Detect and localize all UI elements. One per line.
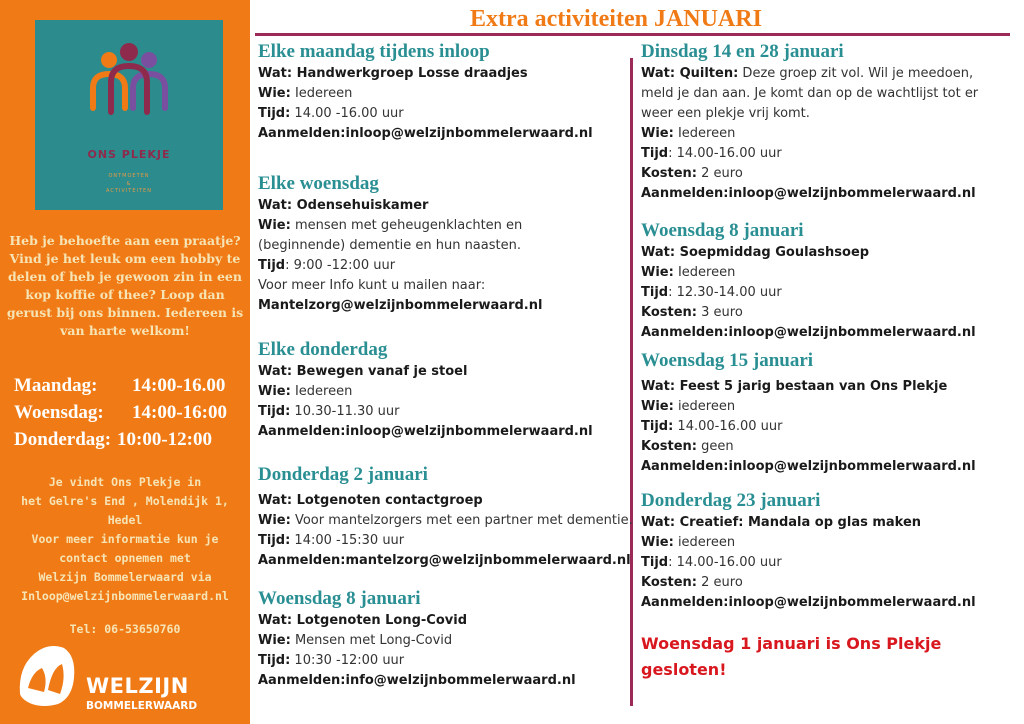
opening-hours (14, 372, 227, 453)
activity-line: Wie: Iedereen (258, 86, 353, 101)
telephone: Tel: 06-53650760 (69, 622, 181, 636)
activity-heading: Elke maandag tijdens inloop (258, 41, 490, 62)
activity-line: Wat: Odensehuiskamer (258, 198, 429, 213)
activity-signup: Mantelzorg@welzijnbommelerwaard.nl (258, 298, 543, 313)
contact-line: Voor meer informatie kun je (31, 532, 219, 546)
activity-signup: Aanmelden:inloop@welzijnbommelerwaard.nl (258, 424, 593, 439)
activity-line: Wie: Iedereen (641, 265, 736, 280)
activity-heading: Elke donderdag (258, 339, 388, 360)
activity-line: Wie: mensen met geheugenklachten en (258, 218, 523, 233)
hours-row (14, 426, 227, 453)
hours-row (14, 372, 227, 399)
logo-brand: ONS PLEKJE (87, 148, 171, 161)
hours-day: Donderdag: (14, 429, 112, 450)
activity-line: Tijd: 14.00-16.00 uur (641, 146, 782, 161)
activity-line: Wie: Mensen met Long-Covid (258, 633, 453, 648)
contact-line: contact opnemen met (59, 551, 191, 565)
contact-line: het Gelre's End , Molendijk 1, (21, 494, 229, 508)
column-divider (630, 58, 633, 706)
org-name: WELZIJN (86, 674, 189, 698)
hours-day: Maandag: (14, 375, 98, 396)
activity-line: Kosten: 2 euro (641, 575, 743, 590)
activity-block (641, 219, 976, 343)
sidebar (0, 0, 250, 724)
hours-day: Woensdag: (14, 402, 104, 423)
activity-line: Tijd: 14:00 -15:30 uur (258, 533, 405, 548)
activity-line: Wat: Handwerkgroep Losse draadjes (258, 66, 528, 81)
activity-signup: Aanmelden:mantelzorg@welzijnbommelerwaard.nl (258, 553, 631, 568)
welzijn-logo-icon (14, 638, 78, 710)
contact-line: Welzijn Bommelerwaard via (38, 570, 212, 584)
activity-line: Wie: Iedereen (258, 384, 353, 399)
activity-line: Tijd: 12.30-14.00 uur (641, 285, 782, 300)
activity-heading: Elke woensdag (258, 173, 379, 194)
activity-heading: Dinsdag 14 en 28 januari (641, 41, 844, 62)
closed-notice (641, 631, 941, 683)
activity-line: Voor meer Info kunt u mailen naar: (258, 278, 486, 293)
ons-plekje-logo (35, 20, 223, 210)
activity-signup: Aanmelden:inloop@welzijnbommelerwaard.nl (641, 595, 976, 610)
activity-line: Wat: Feest 5 jarig bestaan van Ons Plekje (641, 379, 948, 394)
page-title: Extra activiteiten JANUARI (470, 6, 762, 32)
activity-signup: Aanmelden:info@welzijnbommelerwaard.nl (258, 673, 576, 688)
activity-line: Kosten: 3 euro (641, 305, 743, 320)
activity-heading: Woensdag 8 januari (258, 588, 421, 609)
activity-line: Wat: Soepmiddag Goulashsoep (641, 245, 870, 260)
activity-line: Wat: Creatief: Mandala op glas maken (641, 515, 922, 530)
activity-line: Tijd: 9:00 -12:00 uur (258, 258, 396, 273)
activity-line: Tijd: 14.00-16.00 uur (641, 419, 783, 434)
contact-info (2, 473, 248, 606)
activity-heading: Donderdag 23 januari (641, 490, 821, 511)
hours-time: 10:00-12:00 (117, 429, 212, 450)
contact-email: Inloop@welzijnbommelerwaard.nl (21, 589, 229, 603)
activity-signup: Aanmelden:inloop@welzijnbommelerwaard.nl (641, 459, 976, 474)
logo-tagline-1: ONTMOETEN (108, 173, 150, 179)
activity-line: meld je dan aan. Je komt dan op de wachtlijst tot er (641, 86, 979, 101)
activity-line: Wat: Bewegen vanaf je stoel (258, 364, 468, 379)
activity-signup: Aanmelden:inloop@welzijnbommelerwaard.nl (641, 186, 976, 201)
activity-heading: Donderdag 2 januari (258, 464, 428, 485)
activity-block (258, 172, 542, 316)
activity-signup: Aanmelden:inloop@welzijnbommelerwaard.nl (258, 126, 593, 141)
contact-line: Hedel (107, 513, 143, 527)
activity-line: Kosten: 2 euro (641, 166, 743, 181)
org-subname: BOMMELERWAARD (86, 700, 198, 712)
activity-block (258, 463, 633, 571)
activity-block (258, 40, 593, 144)
activity-line: Kosten: geen (641, 439, 734, 454)
activity-line: Wie: iedereen (641, 399, 736, 414)
activity-line: (beginnende) dementie en hun naasten. (258, 238, 521, 253)
intro-text: Heb je behoefte aan een praatje? Vind je het leuk om een hobby te delen of heb je gewoon zin in een kop koffie of thee? Loop dan gerust bij ons binnen. Iedereen is van harte welkom! (6, 233, 244, 338)
activity-signup: Aanmelden:inloop@welzijnbommelerwaard.nl (641, 325, 976, 340)
activity-line: Tijd: 10:30 -12:00 uur (258, 653, 405, 668)
logo-tagline-3: ACTIVITEITEN (106, 188, 152, 194)
hours-time: 14:00-16.00 (132, 375, 226, 396)
closed-notice-line: Woensdag 1 januari is Ons Plekje (641, 634, 942, 653)
activity-block (258, 587, 576, 691)
activity-line: Wat: Quilten: Deze groep zit vol. Wil je meedoen, (641, 66, 974, 81)
activity-block (641, 40, 978, 204)
activity-line: Wie: iedereen (641, 535, 736, 550)
activity-block (641, 349, 976, 477)
activity-line: Tijd: 14.00 -16.00 uur (258, 106, 404, 121)
activity-heading: Woensdag 15 januari (641, 350, 814, 371)
closed-notice-line: gesloten! (641, 660, 727, 679)
contact-line: Je vindt Ons Plekje in (48, 475, 202, 489)
logo-tagline-2: & (126, 181, 132, 187)
activity-line: Wie: Voor mantelzorgers met een partner met dementie. (258, 513, 633, 528)
activity-line: Wat: Lotgenoten contactgroep (258, 493, 483, 508)
activity-block (258, 338, 593, 442)
people-figures-icon (35, 20, 223, 140)
activity-heading: Woensdag 8 januari (641, 220, 804, 241)
activity-line: Tijd: 14.00-16.00 uur (641, 555, 782, 570)
hours-row (14, 399, 227, 426)
activity-line: Wat: Lotgenoten Long-Covid (258, 613, 468, 628)
activity-line: Tijd: 10.30-11.30 uur (258, 404, 400, 419)
activity-line: Wie: Iedereen (641, 126, 736, 141)
title-divider (255, 33, 1010, 36)
activity-line: weer een plekje vrij komt. (641, 106, 810, 121)
activity-block (641, 489, 976, 613)
hours-time: 14:00-16:00 (132, 402, 227, 423)
